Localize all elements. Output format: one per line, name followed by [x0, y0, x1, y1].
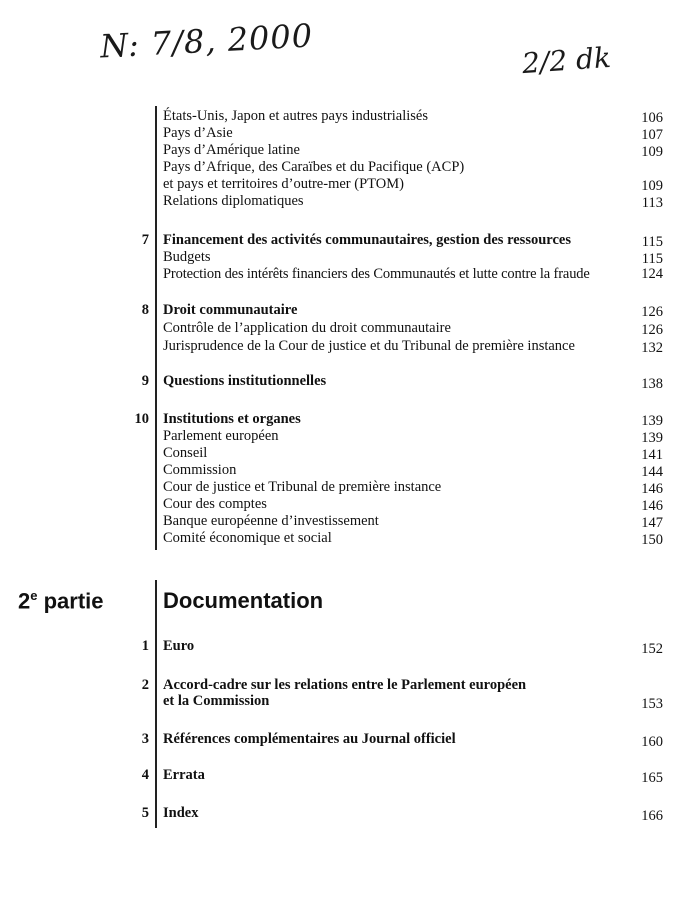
chapter-number: 1: [141, 638, 149, 654]
page-number: 144: [641, 464, 663, 480]
page-number: 113: [641, 195, 663, 211]
page-number: 139: [641, 430, 663, 446]
part-number: 2: [18, 588, 31, 614]
page-number: 132: [641, 340, 663, 356]
page-number: 146: [641, 481, 663, 497]
chapter-title: Euro: [163, 638, 195, 654]
toc-entry: Budgets: [163, 249, 211, 265]
page-number: 152: [641, 641, 663, 657]
vertical-rule-part1: [155, 106, 157, 550]
toc-entry: Cour de justice et Tribunal de première instance: [163, 479, 442, 495]
page-number: 126: [641, 304, 663, 320]
chapter-title-continued: et la Commission: [163, 693, 270, 709]
page-number: 109: [641, 178, 663, 194]
toc-entry: Pays d’Asie: [163, 125, 233, 141]
page-number: 150: [641, 532, 663, 548]
toc-entry: Jurisprudence de la Cour de justice et du Tribunal de première instance: [163, 338, 575, 354]
page-number: 160: [641, 734, 663, 750]
page-number: 126: [641, 322, 663, 338]
page-number: 141: [641, 447, 663, 463]
page-number: 115: [641, 234, 663, 250]
chapter-title: Questions institutionnelles: [163, 373, 327, 389]
chapter-number: 5: [141, 805, 149, 821]
chapter-title: Références complémentaires au Journal officiel: [163, 731, 456, 747]
handwritten-note-left: N: 7/8, 2000: [99, 16, 314, 66]
toc-entry: Comité économique et social: [163, 530, 332, 546]
toc-entry: Parlement européen: [163, 428, 279, 444]
page-number: 166: [641, 808, 663, 824]
toc-entry: États-Unis, Japon et autres pays industrialisés: [163, 108, 428, 124]
part-ordinal-suffix: e: [30, 588, 38, 603]
chapter-title: Errata: [163, 767, 205, 783]
chapter-number: 2: [141, 677, 149, 693]
page-number: 165: [641, 770, 663, 786]
part-title: Documentation: [163, 588, 324, 613]
part-word: partie: [37, 588, 104, 614]
page-number: 153: [641, 696, 663, 712]
page-number: 109: [641, 144, 663, 160]
page-number: 139: [641, 413, 663, 429]
chapter-title: Institutions et organes: [163, 411, 301, 427]
chapter-number: 9: [141, 373, 149, 389]
vertical-rule-part2: [155, 580, 157, 828]
chapter-number: 4: [141, 767, 149, 783]
toc-entry: Pays d’Afrique, des Caraïbes et du Pacifique (ACP): [163, 159, 465, 175]
chapter-title: Accord-cadre sur les relations entre le Parlement européen: [163, 677, 527, 693]
chapter-title: Financement des activités communautaires, gestion des ressources: [163, 232, 571, 248]
toc-entry: Relations diplomatiques: [163, 193, 304, 209]
toc-entry: Cour des comptes: [163, 496, 267, 512]
page-number: 106: [641, 110, 663, 126]
page-number: 107: [641, 127, 663, 143]
chapter-number: 7: [141, 232, 149, 248]
handwritten-note-right: 2/2 dk: [520, 40, 612, 81]
page-number: 146: [641, 498, 663, 514]
toc-entry: Banque européenne d’investissement: [163, 513, 379, 529]
chapter-number: 3: [141, 731, 149, 747]
toc-entry: Commission: [163, 462, 237, 478]
chapter-number: 10: [134, 411, 149, 427]
page-number: 147: [641, 515, 663, 531]
toc-entry: Protection des intérêts financiers des Communautés et lutte contre la fraude: [163, 266, 590, 282]
page-number: 138: [641, 376, 663, 392]
toc-entry: et pays et territoires d’outre-mer (PTOM): [163, 176, 404, 192]
chapter-title: Droit communautaire: [163, 302, 298, 318]
part-label: [18, 588, 104, 614]
toc-entry: Conseil: [163, 445, 208, 461]
chapter-title: Index: [163, 805, 199, 821]
page-number: 115: [641, 251, 663, 267]
toc-entry: Contrôle de l’application du droit communautaire: [163, 320, 451, 336]
chapter-number: 8: [141, 302, 149, 318]
page-number: 124: [641, 266, 663, 282]
toc-entry: Pays d’Amérique latine: [163, 142, 300, 158]
